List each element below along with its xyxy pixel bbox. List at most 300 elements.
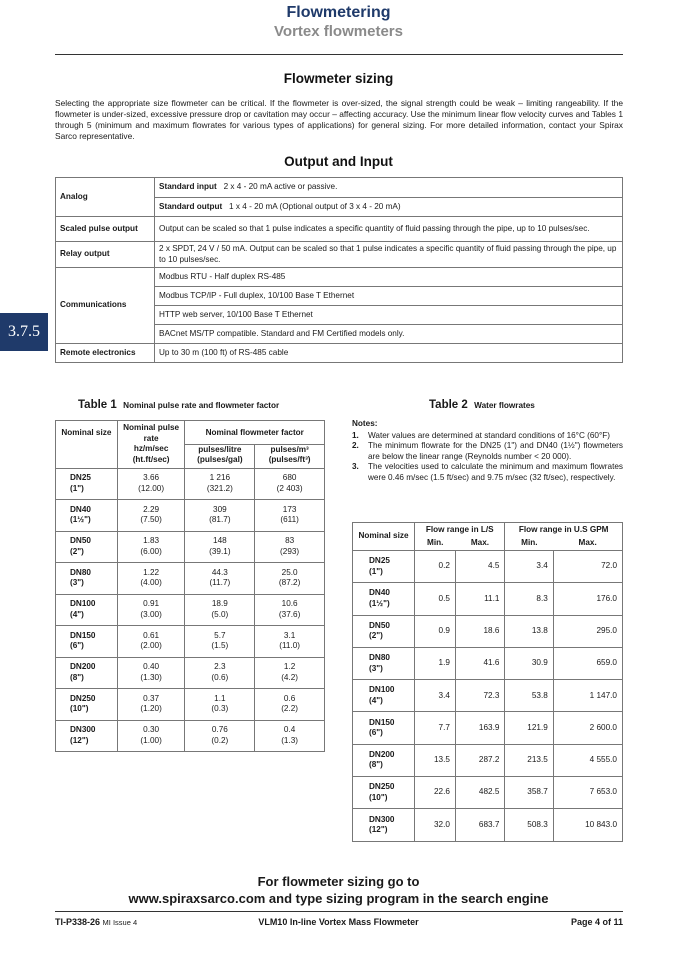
table1-caption — [78, 399, 279, 411]
table2-notes — [352, 419, 623, 484]
comm-item: Modbus RTU - Half duplex RS-485 — [155, 268, 623, 287]
size-cell-line: DN50 — [369, 620, 390, 630]
ls-min-cell-line: 7.7 — [438, 722, 450, 732]
ls-min-cell — [415, 615, 456, 647]
gpm-min-cell-line: 213.5 — [527, 755, 548, 765]
pulses-litre-cell-line: (5.0) — [211, 609, 229, 619]
gpm-min-cell — [505, 583, 553, 615]
header-nominal-size: Nominal size — [353, 523, 415, 551]
size-cell-line: DN200 — [70, 662, 96, 672]
size-cell-line: (4") — [70, 609, 84, 619]
size-cell — [56, 720, 118, 752]
pulse-rate-cell-line: 0.40 — [143, 662, 160, 672]
gpm-min-cell-line: 8.3 — [536, 593, 548, 603]
pulses-litre-cell — [185, 720, 255, 752]
gpm-max-cell-line: 659.0 — [596, 658, 617, 668]
ls-max-cell — [455, 551, 504, 583]
row-label-analog: Analog — [56, 178, 155, 217]
gpm-max-cell-line: 2 600.0 — [589, 722, 617, 732]
ls-max-cell — [455, 615, 504, 647]
size-cell — [353, 744, 415, 776]
pulse-rate-cell-line: 0.91 — [143, 599, 160, 609]
pulses-m3-cell-line: (11.0) — [279, 641, 300, 651]
flowmeter-sizing-heading: Flowmeter sizing — [283, 71, 394, 86]
header-unit-pulses-m3: pulses/m³ (pulses/ft³) — [255, 444, 325, 468]
gpm-min-cell — [505, 680, 553, 712]
size-cell — [353, 615, 415, 647]
pulses-litre-cell-line: 148 — [213, 536, 227, 546]
water-flowrates-table — [352, 522, 623, 842]
size-cell-line: DN300 — [70, 725, 96, 735]
gpm-min-cell — [505, 777, 553, 809]
pulses-litre-cell — [185, 594, 255, 626]
table-header-row — [56, 444, 325, 468]
ls-max-cell — [455, 647, 504, 679]
header-flow-range-gpm: Flow range in U.S GPM — [505, 523, 623, 536]
pulse-rate-cell-line: (1.20) — [140, 704, 162, 714]
row-label-remote-electronics: Remote electronics — [56, 344, 155, 363]
pulses-m3-cell — [255, 563, 325, 595]
notes-title: Notes: — [352, 419, 378, 428]
remote-electronics-value: Up to 30 m (100 ft) of RS-485 cable — [155, 344, 623, 363]
size-cell-line: DN200 — [369, 749, 395, 759]
pulse-rate-cell — [117, 689, 185, 721]
pulses-m3-cell — [255, 626, 325, 658]
gpm-min-cell — [505, 744, 553, 776]
output-input-table — [55, 177, 623, 363]
pulses-litre-cell-line: 5.7 — [214, 630, 226, 640]
pulses-litre-cell — [185, 657, 255, 689]
gpm-max-cell — [553, 647, 622, 679]
pulses-m3-cell-line: (4.2) — [281, 672, 299, 682]
footer-divider — [55, 911, 623, 912]
table-row — [353, 615, 623, 647]
pulse-rate-cell-line: (1.00) — [140, 735, 162, 745]
document-category-title: Flowmetering — [286, 4, 391, 21]
ls-max-cell-line: 18.6 — [483, 625, 500, 635]
standard-input-label: Standard input — [159, 182, 217, 192]
size-cell — [56, 531, 118, 563]
header-gpm-max: Max. — [553, 536, 622, 551]
comm-item: BACnet MS/TP compatible. Standard and FM Certified models only. — [155, 325, 623, 344]
ls-min-cell — [415, 551, 456, 583]
size-cell — [56, 689, 118, 721]
header-flowmeter-factor: Nominal flowmeter factor — [185, 421, 325, 445]
size-cell-line: DN25 — [70, 473, 91, 483]
size-cell-line: DN150 — [369, 717, 395, 727]
note-item — [352, 441, 623, 462]
table1-caption-sub: Nominal pulse rate and flowmeter factor — [123, 401, 280, 410]
pulses-m3-cell-line: (293) — [280, 546, 300, 556]
ls-max-cell — [455, 680, 504, 712]
table-row — [353, 777, 623, 809]
doc-code: TI-P338-26 — [55, 917, 101, 927]
ls-min-cell-line: 1.9 — [438, 658, 450, 668]
gpm-max-cell-line: 7 653.0 — [589, 787, 617, 797]
pulses-litre-cell-line: (0.6) — [211, 672, 229, 682]
size-cell-line: (4") — [369, 695, 383, 705]
relay-output-value: 2 x SPDT, 24 V / 50 mA. Output can be scaled so that 1 pulse indicates a specific quantity of fluid passing through the pipe, up to 10 pulses/sec. — [155, 242, 623, 268]
gpm-max-cell — [553, 712, 622, 744]
pulse-rate-cell-line: 2.29 — [143, 504, 160, 514]
pulses-m3-cell-line: (611) — [280, 515, 299, 525]
standard-input-cell — [155, 178, 623, 198]
pulse-rate-cell-line: 3.66 — [143, 473, 160, 483]
size-cell-line: DN25 — [369, 556, 390, 566]
ls-min-cell — [415, 809, 456, 841]
size-cell-line: (1") — [369, 566, 383, 576]
pulses-m3-cell — [255, 531, 325, 563]
pulse-rate-table — [55, 420, 325, 752]
standard-input-value: 2 x 4 - 20 mA active or passive. — [223, 182, 338, 192]
pulses-litre-cell — [185, 531, 255, 563]
ls-max-cell-line: 72.3 — [483, 690, 500, 700]
ls-min-cell-line: 0.2 — [438, 561, 450, 571]
table-row — [56, 178, 623, 198]
gpm-min-cell — [505, 809, 553, 841]
size-cell — [353, 777, 415, 809]
pulse-rate-cell-line: (7.50) — [140, 515, 162, 525]
pulses-litre-cell-line: (39.1) — [209, 546, 231, 556]
header-divider — [55, 54, 623, 55]
ls-min-cell-line: 3.4 — [438, 690, 450, 700]
table-row — [56, 563, 325, 595]
gpm-max-cell-line: 4 555.0 — [589, 755, 617, 765]
note-number: 2. — [352, 441, 359, 451]
size-cell-line: DN50 — [70, 536, 91, 546]
note-text: The velocities used to calculate the minimum and maximum flowrates were 0.46 m/sec (1.5 ft/sec) and 9.75 m/sec (32 ft/sec), respectively. — [368, 462, 623, 482]
pulses-m3-cell-line: 1.2 — [283, 662, 296, 672]
pulses-litre-cell-line: (0.3) — [211, 704, 229, 714]
table2-caption-sub: Water flowrates — [474, 401, 535, 410]
size-cell-line: (8") — [369, 760, 383, 770]
gpm-max-cell-line: 295.0 — [596, 625, 617, 635]
gpm-max-cell — [553, 680, 622, 712]
gpm-min-cell — [505, 551, 553, 583]
table-row — [56, 689, 325, 721]
pulses-m3-cell — [255, 500, 325, 532]
section-tab-marker: 3.7.5 — [0, 313, 48, 351]
gpm-min-cell-line: 508.3 — [527, 819, 548, 829]
pulses-m3-cell-line: 3.1 — [283, 630, 296, 640]
pulses-litre-cell-line: 1 216 — [209, 473, 231, 483]
size-cell-line: (12") — [369, 825, 388, 835]
ls-max-cell-line: 4.5 — [488, 561, 500, 571]
pulse-rate-cell-line: 0.37 — [143, 693, 160, 703]
size-cell-line: DN80 — [70, 567, 91, 577]
table-row — [56, 531, 325, 563]
size-cell-line: (2") — [70, 546, 84, 556]
pulses-litre-cell-line: (1.5) — [211, 641, 229, 651]
comm-item: HTTP web server, 10/100 Base T Ethernet — [155, 306, 623, 325]
standard-output-cell — [155, 198, 623, 217]
table-row — [56, 217, 623, 242]
ls-min-cell — [415, 583, 456, 615]
note-item — [352, 431, 623, 442]
row-label-scaled-pulse: Scaled pulse output — [56, 217, 155, 242]
pulse-rate-cell-line: 1.83 — [143, 536, 160, 546]
ls-max-cell-line: 163.9 — [478, 722, 500, 732]
gpm-max-cell — [553, 583, 622, 615]
ls-min-cell — [415, 712, 456, 744]
gpm-min-cell — [505, 647, 553, 679]
header-nominal-pulse-rate: Nominal pulse rate — [117, 421, 185, 445]
size-cell-line: (8") — [70, 672, 84, 682]
pulses-m3-cell-line: 83 — [285, 536, 295, 546]
size-cell-line: (3") — [369, 663, 383, 673]
pulses-m3-cell-line: 680 — [282, 473, 297, 483]
size-cell — [56, 657, 118, 689]
size-cell-line: (3") — [70, 578, 84, 588]
table-row — [353, 680, 623, 712]
size-cell-line: (1") — [70, 483, 84, 493]
pulses-m3-cell — [255, 689, 325, 721]
note-text: Water values are determined at standard conditions of 16°C (60°F) — [368, 430, 610, 440]
table-row — [56, 720, 325, 752]
size-cell — [56, 468, 118, 500]
pulses-litre-cell-line: 309 — [213, 504, 227, 514]
pulses-litre-cell — [185, 689, 255, 721]
pulses-litre-cell — [185, 468, 255, 500]
comm-item: Modbus TCP/IP - Full duplex, 10/100 Base T Ethernet — [155, 287, 623, 306]
header-blank — [56, 444, 118, 468]
flowmeter-sizing-text: Selecting the appropriate size flowmeter can be critical. If the flowmeter is over-sized, the signal strength could be weak – limiting rangeability. If the flowmeter is under-sized, excessive pressure drop or cavitation may occur – affecting accuracy. Use the minimum linear flow velocity curves and Tables 1 through 5 (minimum and maximum flowrates for various types of applications) for general sizing. For more detailed information, contact your Spirax Sarco representative. — [55, 98, 623, 141]
doc-issue: MI Issue 4 — [102, 918, 138, 927]
pulses-litre-cell-line: (321.2) — [206, 483, 233, 493]
pulses-litre-cell-line: 1.1 — [214, 693, 226, 703]
ls-min-cell — [415, 647, 456, 679]
callout-line-1: For flowmeter sizing go to — [257, 874, 420, 889]
pulses-m3-cell — [255, 657, 325, 689]
size-cell — [56, 500, 118, 532]
table-row — [56, 626, 325, 658]
ls-max-cell-line: 287.2 — [478, 755, 500, 765]
table-row — [353, 809, 623, 841]
pulse-rate-cell — [117, 563, 185, 595]
pulses-m3-cell-line: 10.6 — [281, 599, 298, 609]
pulses-litre-cell — [185, 626, 255, 658]
gpm-min-cell-line: 30.9 — [531, 658, 548, 668]
pulses-m3-cell-line: 25.0 — [281, 567, 298, 577]
scaled-pulse-value: Output can be scaled so that 1 pulse indicates a specific quantity of fluid passing through the pipe, up to 10 pulses/sec. — [155, 217, 623, 242]
ls-max-cell-line: 11.1 — [484, 593, 500, 603]
table-row — [353, 583, 623, 615]
ls-max-cell — [455, 744, 504, 776]
ls-max-cell-line: 41.6 — [483, 658, 500, 668]
pulse-rate-cell-line: 0.61 — [143, 630, 160, 640]
pulses-litre-cell — [185, 563, 255, 595]
table-header-row — [56, 421, 325, 445]
gpm-min-cell-line: 358.7 — [527, 787, 548, 797]
pulses-litre-cell-line: (11.7) — [209, 578, 231, 588]
size-cell-line: (2") — [369, 631, 383, 641]
pulses-m3-cell-line: 0.4 — [283, 725, 296, 735]
pulses-litre-cell-line: 18.9 — [211, 599, 228, 609]
pulses-litre-cell-line: 44.3 — [211, 567, 228, 577]
pulse-rate-cell-line: (4.00) — [140, 578, 162, 588]
pulses-m3-cell-line: 0.6 — [283, 693, 296, 703]
table-row — [56, 500, 325, 532]
gpm-max-cell — [553, 551, 622, 583]
size-cell — [56, 626, 118, 658]
pulse-rate-cell-line: (2.00) — [140, 641, 162, 651]
size-cell-line: (6") — [369, 728, 383, 738]
size-cell — [353, 712, 415, 744]
ls-min-cell — [415, 744, 456, 776]
table-row — [56, 468, 325, 500]
document-subcategory-title: Vortex flowmeters — [274, 23, 403, 40]
gpm-max-cell — [553, 809, 622, 841]
size-cell-line: DN40 — [70, 504, 91, 514]
product-name: VLM10 In-line Vortex Mass Flowmeter — [258, 917, 419, 927]
pulse-rate-cell-line: (12.00) — [138, 483, 165, 493]
pulses-m3-cell — [255, 594, 325, 626]
ls-min-cell — [415, 680, 456, 712]
page-number: Page 4 of 11 — [570, 917, 623, 927]
gpm-min-cell-line: 3.4 — [536, 561, 548, 571]
table-row — [353, 647, 623, 679]
pulses-m3-cell-line: (87.2) — [278, 578, 301, 588]
pulse-rate-cell — [117, 468, 185, 500]
notes-list — [352, 431, 623, 484]
size-cell — [353, 551, 415, 583]
pulses-m3-cell — [255, 720, 325, 752]
pulses-litre-cell — [185, 500, 255, 532]
gpm-max-cell-line: 72.0 — [601, 561, 617, 571]
standard-output-label: Standard output — [159, 201, 223, 211]
size-cell-line: (10") — [369, 792, 388, 802]
table-row — [56, 594, 325, 626]
table-row — [56, 657, 325, 689]
ls-min-cell-line: 32.0 — [434, 819, 450, 829]
callout-line-2: www.spiraxsarco.com and type sizing program in the search engine — [128, 891, 549, 906]
size-cell-line: DN100 — [70, 599, 96, 609]
size-cell-line: DN40 — [369, 588, 390, 598]
row-label-communications: Communications — [56, 268, 155, 344]
header-flow-range-ls: Flow range in L/S — [415, 523, 505, 536]
table2-caption-main: Table 2 — [429, 399, 468, 411]
table-header-row — [353, 523, 623, 536]
table-row — [353, 744, 623, 776]
ls-max-cell-line: 482.5 — [478, 787, 500, 797]
note-number: 3. — [352, 462, 359, 472]
ls-min-cell-line: 0.5 — [438, 593, 450, 603]
pulse-rate-cell — [117, 657, 185, 689]
pulses-m3-cell-line: (2.2) — [281, 704, 299, 714]
pulse-rate-cell — [117, 500, 185, 532]
size-cell-line: DN150 — [70, 630, 96, 640]
gpm-max-cell-line: 176.0 — [596, 593, 617, 603]
size-cell-line: (1½") — [70, 515, 91, 525]
gpm-min-cell-line: 53.8 — [531, 690, 548, 700]
size-cell — [353, 680, 415, 712]
gpm-max-cell-line: 10 843.0 — [585, 819, 617, 829]
gpm-max-cell — [553, 744, 622, 776]
gpm-min-cell — [505, 712, 553, 744]
ls-min-cell — [415, 777, 456, 809]
row-label-relay: Relay output — [56, 242, 155, 268]
header-unit-hz: hz/m/sec (ht.ft/sec) — [117, 444, 185, 468]
size-cell — [353, 809, 415, 841]
pulses-m3-cell-line: (2 403) — [276, 483, 303, 493]
size-cell-line: (6") — [70, 641, 84, 651]
standard-output-value: 1 x 4 - 20 mA (Optional output of 3 x 4 - 20 mA) — [229, 201, 401, 211]
ls-min-cell-line: 0.9 — [438, 625, 450, 635]
size-cell-line: (12") — [70, 735, 89, 745]
pulses-m3-cell — [255, 468, 325, 500]
pulses-litre-cell-line: (81.7) — [209, 515, 231, 525]
gpm-min-cell-line: 121.9 — [527, 722, 548, 732]
ls-min-cell-line: 22.6 — [434, 787, 450, 797]
ls-max-cell — [455, 777, 504, 809]
gpm-min-cell-line: 13.8 — [531, 625, 548, 635]
header-unit-pulses-litre: pulses/litre (pulses/gal) — [185, 444, 255, 468]
size-cell-line: DN100 — [369, 685, 395, 695]
pulse-rate-cell-line: (3.00) — [140, 609, 162, 619]
size-cell-line: DN250 — [369, 782, 395, 792]
header-nominal-size: Nominal size — [56, 421, 118, 445]
size-cell — [353, 647, 415, 679]
size-cell-line: DN300 — [369, 814, 395, 824]
ls-max-cell — [455, 583, 504, 615]
pulse-rate-cell — [117, 531, 185, 563]
ls-min-cell-line: 13.5 — [434, 755, 450, 765]
pulse-rate-cell-line: (1.30) — [140, 672, 162, 682]
ls-max-cell-line: 683.7 — [478, 819, 500, 829]
table-row — [56, 242, 623, 268]
table2-caption — [429, 399, 535, 411]
output-input-heading: Output and Input — [284, 154, 393, 169]
pulses-m3-cell-line: 173 — [282, 504, 297, 514]
pulse-rate-cell-line: 0.30 — [143, 725, 160, 735]
table-row — [56, 344, 623, 363]
pulses-litre-cell-line: 0.76 — [211, 725, 228, 735]
pulse-rate-cell — [117, 720, 185, 752]
gpm-max-cell — [553, 615, 622, 647]
pulses-m3-cell-line: (1.3) — [281, 735, 299, 745]
note-item — [352, 462, 623, 483]
note-text: The minimum flowrate for the DN25 (1") and DN40 (1½") flowmeters are below the linear range (Reynolds number < 20 000). — [368, 441, 623, 461]
table-row — [353, 712, 623, 744]
pulse-rate-cell — [117, 626, 185, 658]
size-cell — [56, 563, 118, 595]
gpm-max-cell-line: 1 147.0 — [589, 690, 617, 700]
ls-max-cell — [455, 809, 504, 841]
header-ls-max: Max. — [455, 536, 504, 551]
pulse-rate-cell — [117, 594, 185, 626]
size-cell — [353, 583, 415, 615]
size-cell-line: DN80 — [369, 653, 390, 663]
size-cell — [56, 594, 118, 626]
ls-max-cell — [455, 712, 504, 744]
note-number: 1. — [352, 430, 359, 440]
table-row — [56, 268, 623, 287]
pulses-litre-cell-line: (0.2) — [211, 735, 229, 745]
pulse-rate-cell-line: (6.00) — [140, 546, 162, 556]
pulses-m3-cell-line: (37.6) — [278, 609, 301, 619]
size-cell-line: (1½") — [369, 598, 390, 608]
header-gpm-min: Min. — [505, 536, 553, 551]
gpm-min-cell — [505, 615, 553, 647]
pulse-rate-cell-line: 1.22 — [143, 567, 160, 577]
header-ls-min: Min. — [415, 536, 456, 551]
size-cell-line: (10") — [70, 704, 89, 714]
sizing-program-callout — [0, 873, 677, 907]
table1-caption-main: Table 1 — [78, 399, 117, 411]
gpm-max-cell — [553, 777, 622, 809]
table-row — [353, 551, 623, 583]
pulses-litre-cell-line: 2.3 — [214, 662, 226, 672]
